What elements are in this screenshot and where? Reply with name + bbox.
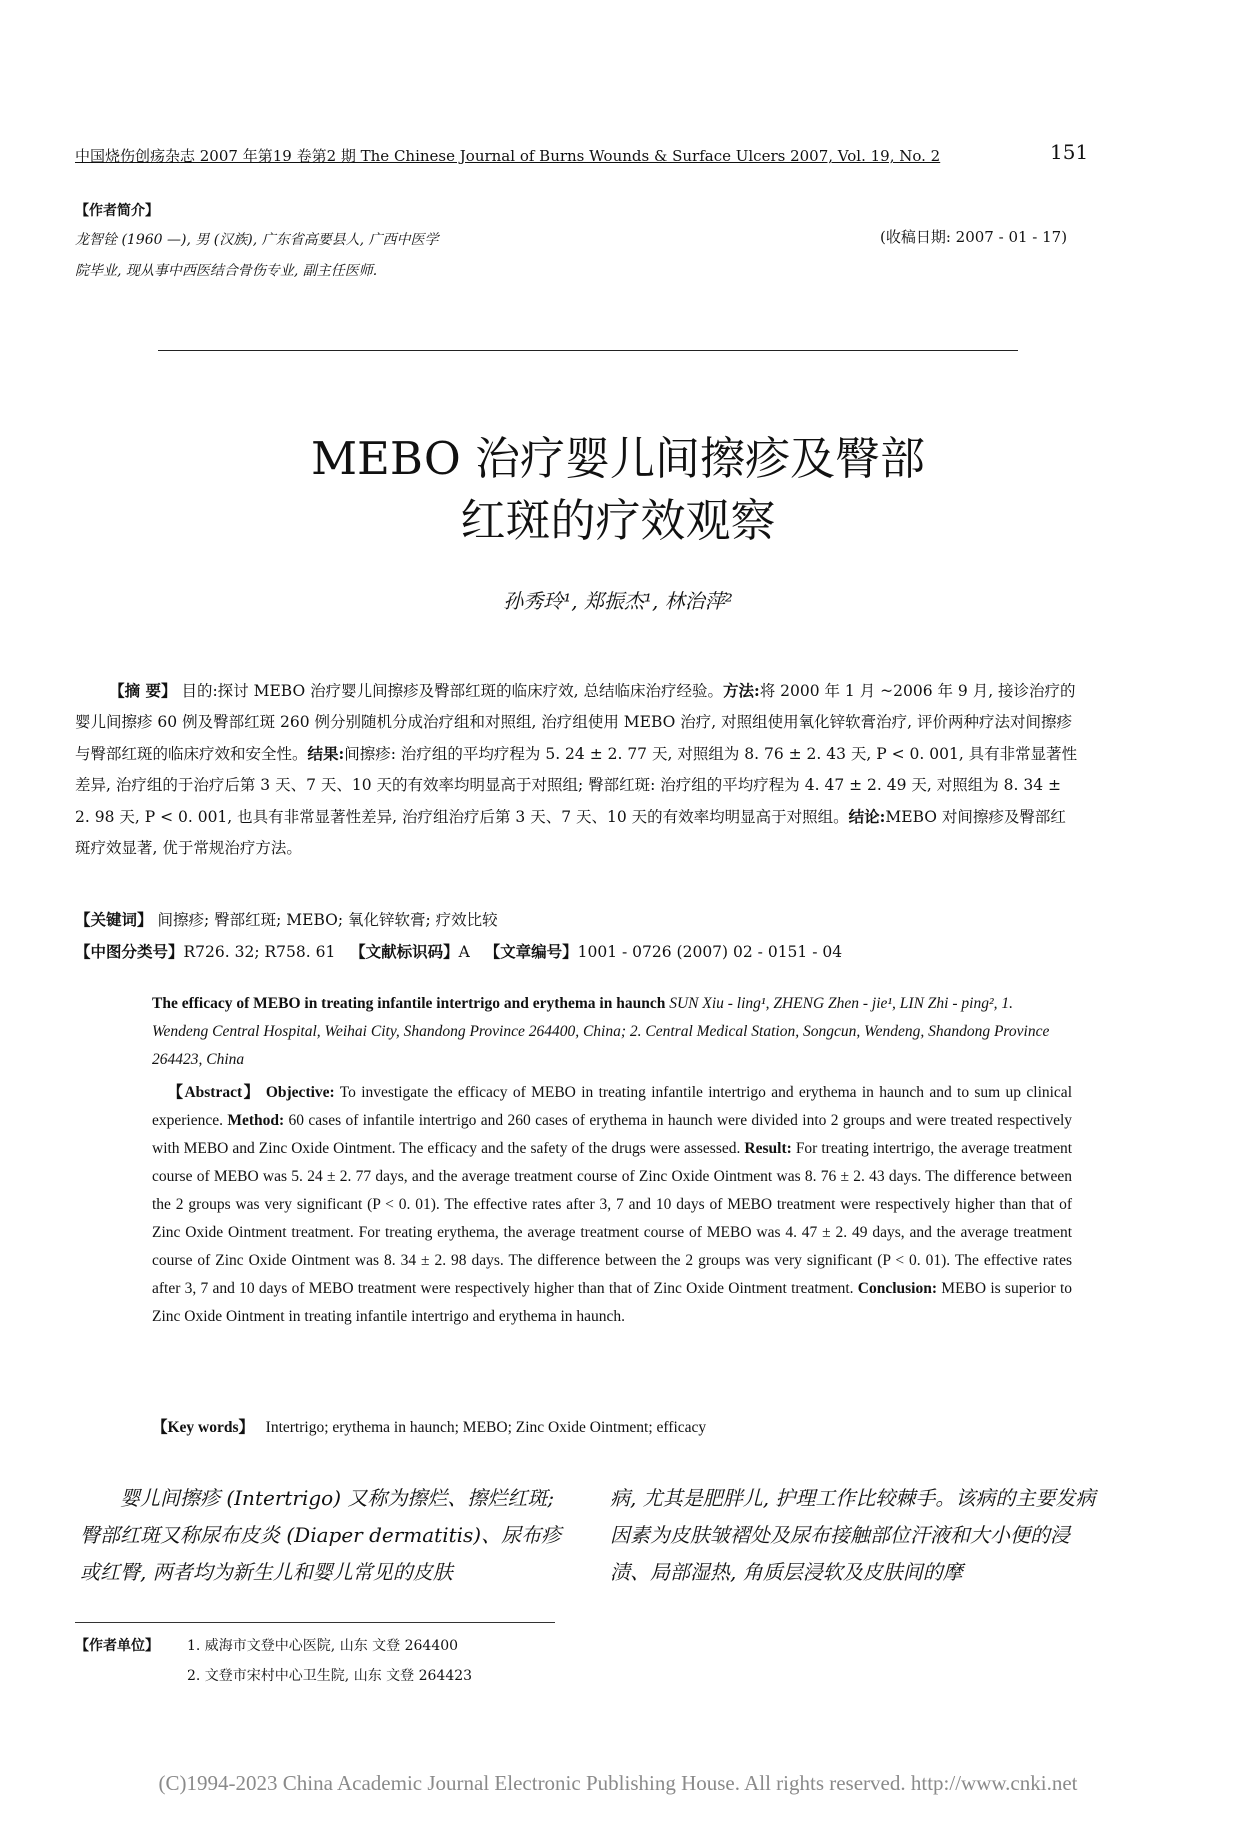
en-authors-affiliation: SUN Xiu - ling¹, ZHENG Zhen - jie¹, LIN Zhi - ping², 1. Wendeng Central Hospital, Weihai City, Shandong Province 264400, China; 2. Central Medical Station, Songcun, Wendeng, Shandong Province 264423, China xyxy=(152,995,1050,1068)
page-number: 151 xyxy=(1050,140,1089,164)
doc-code: A xyxy=(458,943,470,961)
en-result: For treating intertrigo, the average treatment course of MEBO was 5. 24 ± 2. 77 days, and the average treatment course of Zinc Oxide Ointment was 8. 76 ± 2. 43 days. The difference between the 2 groups was very significant (P < 0. 01). The effective rates after 3, 7 and 10 days of MEBO treatment were respectively higher than that of Zinc Oxide Ointment treatment. For treating erythema, the average treatment course of MEBO was 4. 47 ± 2. 49 days, and the average treatment course of Zinc Oxide Ointment was 8. 34 ± 2. 98 days. The difference between the 2 groups was very significant (P < 0. 01). The effective rates after 3, 7 and 10 days of MEBO treatment were respectively higher than that of Zinc Oxide Ointment treatment. xyxy=(152,1140,1073,1297)
cn-method-label: 方法: xyxy=(722,681,760,700)
clc-label: 【中图分类号】 xyxy=(75,942,184,961)
cn-abstract xyxy=(75,675,1078,864)
affiliation-line2: 2. 文登市宋村中心卫生院, 山东 文登 264423 xyxy=(187,1668,473,1684)
en-conclusion: MEBO is superior to Zinc Oxide Ointment in treating infantile intertrigo and erythema in haunch. xyxy=(152,1280,1073,1325)
title-line2: 红斑的疗效观察 xyxy=(460,494,776,547)
paper-title xyxy=(0,428,1236,552)
en-objective-label: Objective: xyxy=(265,1084,335,1101)
cn-conclusion: MEBO 对间擦疹及臀部红斑疗效显著, 优于常规治疗方法。 xyxy=(75,808,1066,857)
clc-code: R726. 32; R758. 61 xyxy=(183,943,336,961)
paper-authors: 孙秀玲¹, 郑振杰¹, 林治萍² xyxy=(503,589,733,613)
cn-keywords-text: 间擦疹; 臀部红斑; MEBO; 氧化锌软膏; 疗效比较 xyxy=(157,911,498,929)
author-bio-line2: 院毕业, 现从事中西医结合骨伤专业, 副主任医师. xyxy=(75,263,378,279)
en-conclusion-label: Conclusion: xyxy=(857,1280,938,1297)
author-bio xyxy=(75,225,635,287)
footnote-divider xyxy=(75,1622,555,1623)
cn-objective: 探讨 MEBO 治疗婴儿间擦疹及臀部红斑的临床疗效, 总结临床治疗经验。 xyxy=(217,682,723,700)
cn-method: 将 2000 年 1 月 ~2006 年 9 月, 接诊治疗的婴儿间擦疹 60 例及臀部红斑 260 例分别随机分成治疗组和对照组, 治疗组使用 MEBO 治疗, 对照组使用氧化锌软膏治疗, 评价两种疗法对间擦疹与臀部红斑的临床疗效和安全性。 xyxy=(75,682,1076,763)
doc-code-label: 【文献标识码】 xyxy=(350,942,459,961)
en-method-label: Method: xyxy=(227,1112,285,1129)
cn-objective-label: 目的: xyxy=(181,682,218,700)
cn-result-label: 结果: xyxy=(307,744,345,763)
title-line1: MEBO 治疗婴儿间擦疹及臀部 xyxy=(310,432,926,485)
en-keywords-text: Intertrigo; erythema in haunch; MEBO; Zinc Oxide Ointment; efficacy xyxy=(265,1419,707,1436)
copyright-notice: (C)1994-2023 China Academic Journal Electronic Publishing House. All rights reserved. http://www.cnki.net xyxy=(158,1771,1078,1795)
cn-abstract-label: 【摘 要】 xyxy=(109,681,177,700)
header-divider xyxy=(158,350,1018,351)
en-abstract-label: 【Abstract】 xyxy=(167,1084,261,1101)
article-no: 1001 - 0726 (2007) 02 - 0151 - 04 xyxy=(577,943,843,961)
received-date: (收稿日期: 2007 - 01 - 17) xyxy=(880,228,1068,246)
cn-keywords xyxy=(75,908,498,930)
affiliation-tag: 【作者单位】 xyxy=(75,1638,159,1654)
cn-classification xyxy=(75,940,842,962)
author-bio-tag: 【作者简介】 xyxy=(75,203,159,219)
author-bio-line1: 龙智铨 (1960 —), 男 (汉族), 广东省高要县人, 广西中医学 xyxy=(75,232,439,248)
cn-conclusion-label: 结论: xyxy=(848,807,886,826)
en-objective: To investigate the efficacy of MEBO in treating infantile intertrigo and erythema in haunch and to sum up clinical experience. xyxy=(152,1084,1072,1129)
en-abstract xyxy=(152,1079,1072,1331)
body-column-left: 婴儿间擦疹 (Intertrigo) 又称为擦烂、擦烂红斑; 臀部红斑又称尿布皮炎 (Diaper dermatitis)、尿布疹或红臀, 两者均为新生儿和婴儿常见的皮肤 xyxy=(80,1486,562,1584)
running-head: 中国烧伤创疡杂志 2007 年第19 卷第2 期 The Chinese Journal of Burns Wounds & Surface Ulcers 2007, Vol. 19, No. 2 xyxy=(75,147,941,165)
affiliation-line1: 1. 威海市文登中心医院, 山东 文登 264400 xyxy=(187,1638,459,1654)
cn-keywords-label: 【关键词】 xyxy=(75,910,153,929)
cn-result: 间擦疹: 治疗组的平均疗程为 5. 24 ± 2. 77 天, 对照组为 8. 76 ± 2. 43 天, P < 0. 001, 具有非常显著性差异, 治疗组的于治疗后第 3 天、7 天、10 天的有效率均明显高于对照组; 臀部红斑: 治疗组的平均疗程为 4. 47 ± 2. 49 天, 对照组为 8. 34 ± 2. 98 天, P < 0. 001, 也具有非常显著性差异, 治疗组治疗后第 3 天、7 天、10 天的有效率均明显高于对照组。 xyxy=(75,745,1078,826)
en-title-block xyxy=(152,990,1072,1074)
en-method: 60 cases of infantile intertrigo and 260 cases of erythema in haunch were divided into 2 groups and were treated respectively with MEBO and Zinc Oxide Ointment. The efficacy and the safety of the drugs were assessed. xyxy=(152,1112,1072,1157)
en-keywords xyxy=(152,1415,706,1437)
body-column-right: 病, 尤其是肥胖儿, 护理工作比较棘手。该病的主要发病因素为皮肤皱褶处及尿布接触部位汗液和大小便的浸渍、局部湿热, 角质层浸软及皮肤间的摩 xyxy=(610,1486,1096,1584)
article-no-label: 【文章编号】 xyxy=(484,942,578,961)
en-result-label: Result: xyxy=(744,1140,792,1157)
en-keywords-label: 【Key words】 xyxy=(152,1419,255,1436)
en-title: The efficacy of MEBO in treating infantile intertrigo and erythema in haunch xyxy=(152,995,666,1012)
